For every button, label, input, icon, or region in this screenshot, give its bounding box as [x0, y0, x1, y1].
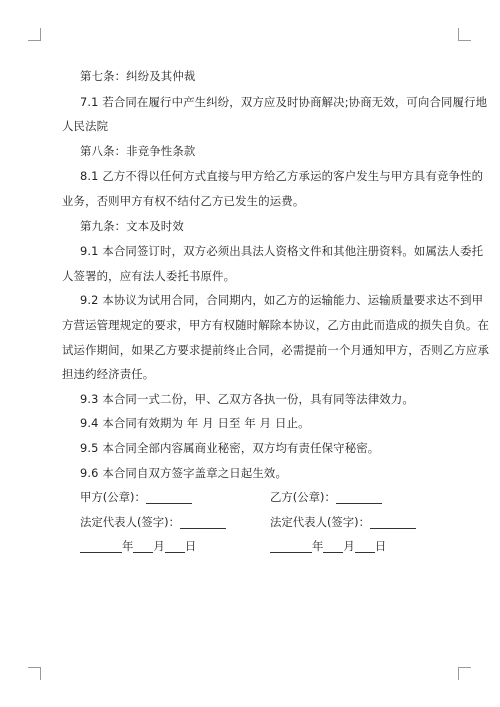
party-b-month-blank[interactable]: [323, 537, 343, 553]
party-b-date: [270, 534, 444, 559]
party-b-seal-blank[interactable]: [336, 488, 382, 504]
clause-9-2-line4: 担违约经济责任。: [62, 367, 155, 382]
party-a-month-blank[interactable]: [133, 537, 153, 553]
party-a-seal: [80, 485, 270, 510]
clause-8-1-line2: 业务，否则甲方有权不结付乙方已发生的运费。: [62, 193, 305, 208]
document-body: [62, 64, 490, 559]
signature-row-representative: [62, 510, 444, 535]
clause-9-2-line2: 方营运管理规定的要求，甲方有权随时解除本协议，乙方由此而造成的损失自负。在: [62, 317, 490, 332]
party-b-day-label: 日: [374, 539, 387, 554]
clause-9-6: 9.6 本合同自双方签字盖章之日起生效。: [80, 465, 287, 480]
rep-a-label: 法定代表人(签字)：: [80, 514, 181, 529]
party-b-year-blank[interactable]: [270, 537, 312, 553]
clause-9-4: 9.4 本合同有效期为 年 月 日至 年 月 日止。: [80, 416, 310, 431]
party-b-month-label: 月: [343, 539, 355, 554]
signature-row-seal: [62, 485, 444, 510]
crop-mark-bottom-right: [458, 667, 471, 680]
party-b-label: 乙方(公章)：: [270, 490, 336, 505]
clause-7-1-line2: 人民法院: [62, 119, 109, 134]
rep-b-signature-blank[interactable]: [370, 513, 416, 529]
party-a-representative: [80, 510, 270, 535]
party-b-day-blank[interactable]: [355, 537, 375, 553]
party-a-date: [80, 534, 270, 559]
party-a-day-label: 日: [184, 539, 197, 554]
clause-9-1-line2: 人签署的，应有法人委托书原件。: [62, 268, 236, 283]
signature-row-date: [62, 534, 444, 559]
party-a-seal-blank[interactable]: [146, 488, 192, 504]
crop-mark-top-left: [28, 28, 41, 41]
article9-heading: 第九条：文本及时效: [80, 218, 184, 233]
party-a-year-label: 年: [122, 539, 134, 554]
party-a-year-blank[interactable]: [80, 537, 122, 553]
article7-heading: 第七条：纠纷及其仲裁: [80, 69, 196, 83]
clause-7-1-line1: 7.1 若合同在履行中产生纠纷，双方应及时协商解决;协商无效，可向合同履行地: [80, 94, 488, 109]
clause-9-5: 9.5 本合同全部内容属商业秘密，双方均有责任保守秘密。: [80, 440, 380, 455]
clause-9-1-line1: 9.1 本合同签订时，双方必须出具法人资格文件和其他注册资料。如属法人委托: [80, 244, 484, 259]
clause-9-2-line1: 9.2 本协议为试用合同，合同期内，如乙方的运输能力、运输质量要求达不到甲: [80, 293, 484, 308]
crop-mark-bottom-left: [28, 667, 41, 680]
rep-b-label: 法定代表人(签字)：: [270, 514, 371, 529]
crop-mark-top-right: [458, 28, 471, 41]
party-b-seal: [270, 485, 444, 510]
article8-heading: 第八条：非竞争性条款: [80, 143, 196, 158]
clause-9-3: 9.3 本合同一式二份，甲、乙双方各执一份，具有同等法律效力。: [80, 391, 414, 406]
party-a-day-blank[interactable]: [165, 537, 185, 553]
clause-9-2-line3: 试运作期间，如果乙方要求提前终止合同，必需提前一个月通知甲方，否则乙方应承: [62, 342, 490, 357]
party-b-year-label: 年: [312, 539, 324, 554]
clause-8-1-line1: 8.1 乙方不得以任何方式直接与甲方给乙方承运的客户发生与甲方具有竞争性的: [80, 169, 484, 184]
party-b-representative: [270, 510, 444, 535]
rep-a-signature-blank[interactable]: [180, 513, 226, 529]
party-a-label: 甲方(公章)：: [80, 490, 146, 505]
party-a-month-label: 月: [153, 539, 165, 554]
